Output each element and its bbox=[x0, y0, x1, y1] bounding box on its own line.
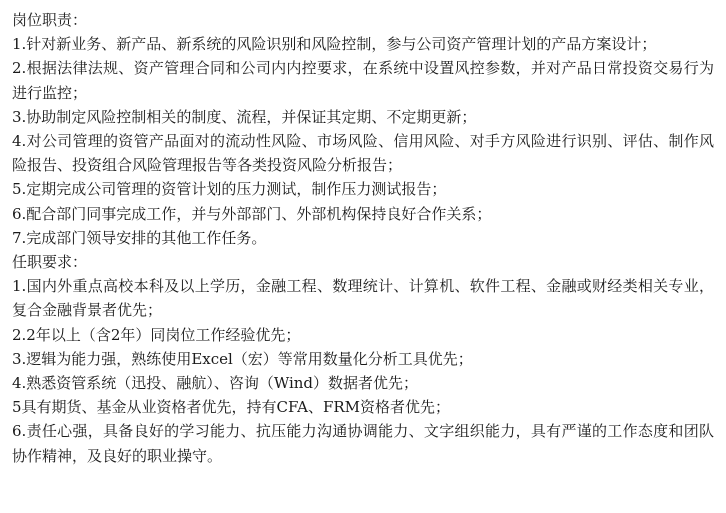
requirements-section bbox=[12, 250, 714, 468]
requirement-item: 6.责任心强，具备良好的学习能力、抗压能力沟通协调能力、文字组织能力，具有严谨的工作态度和团队协作精神，及良好的职业操守。 bbox=[12, 422, 714, 465]
requirement-item: 4.熟悉资管系统（迅投、融航）、咨询（Wind）数据者优先； bbox=[12, 374, 419, 393]
responsibilities-section bbox=[12, 8, 714, 250]
responsibility-item: 2.根据法律法规、资产管理合同和公司内内控要求，在系统中设置风控参数，并对产品日常投资交易行为进行监控； bbox=[12, 59, 714, 102]
responsibility-item: 3.协助制定风险控制相关的制度、流程，并保证其定期、不定期更新； bbox=[12, 107, 477, 126]
requirements-heading: 任职要求： bbox=[12, 253, 88, 272]
requirement-item: 1.国内外重点高校本科及以上学历，金融工程、数理统计、计算机、软件工程、金融或财经类相关专业，复合金融背景者优先； bbox=[12, 277, 714, 320]
requirement-item: 5具有期货、基金从业资格者优先，持有CFA、FRM资格者优先； bbox=[12, 398, 451, 417]
responsibility-item: 7.完成部门领导安排的其他工作任务。 bbox=[12, 228, 267, 247]
responsibility-item: 1.针对新业务、新产品、新系统的风险识别和风险控制，参与公司资产管理计划的产品方案设计； bbox=[12, 35, 657, 54]
responsibility-item: 6.配合部门同事完成工作，并与外部部门、外部机构保持良好合作关系； bbox=[12, 204, 492, 223]
requirement-item: 3.逻辑为能力强，熟练使用Excel（宏）等常用数量化分析工具优先； bbox=[12, 349, 473, 368]
responsibility-item: 4.对公司管理的资管产品面对的流动性风险、市场风险、信用风险、对手方风险进行识别、评估、制作风险报告、投资组合风险管理报告等各类投资风险分析报告； bbox=[12, 132, 714, 175]
responsibilities-heading: 岗位职责： bbox=[12, 11, 88, 29]
responsibility-item: 5.定期完成公司管理的资管计划的压力测试，制作压力测试报告； bbox=[12, 180, 447, 199]
requirement-item: 2.2年以上（含2年）同岗位工作经验优先； bbox=[12, 325, 301, 344]
